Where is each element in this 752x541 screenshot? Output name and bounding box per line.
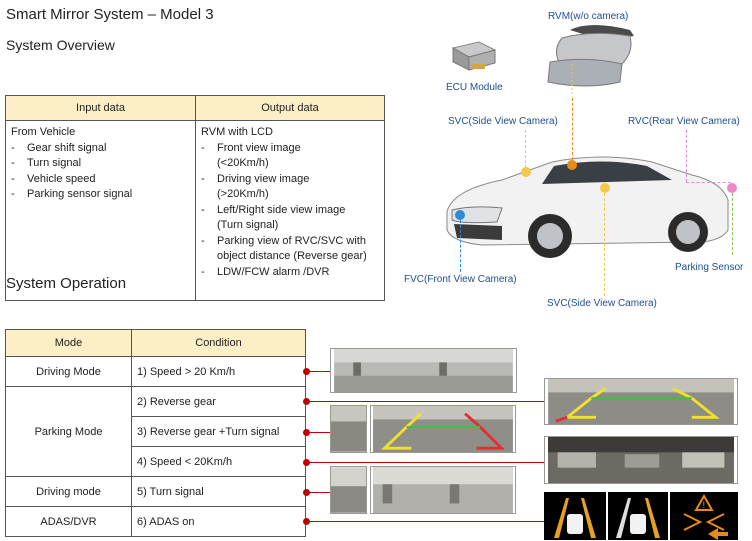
rvm-mirror-image: [542, 22, 637, 97]
ldw-alert-icon: [544, 492, 606, 540]
svc-bottom-connector: [604, 193, 605, 296]
output-item: - Driving view image (>20Km/h): [201, 172, 321, 203]
input-item: - Vehicle speed: [11, 172, 190, 188]
fcw-alert-icon: [608, 492, 668, 540]
section-title-overview: System Overview: [6, 37, 115, 53]
fvc-dot: [455, 210, 465, 220]
output-cell: [196, 121, 385, 301]
driving-view-image: [330, 348, 517, 393]
condition-cell: 2) Reverse gear: [132, 387, 306, 417]
input-source: From Vehicle: [11, 126, 76, 138]
svg-text:!: !: [702, 501, 706, 511]
car-image: [442, 150, 732, 265]
rvc-connector: [686, 182, 731, 183]
parking-sensor-connector: [732, 193, 733, 255]
rvm-label: RVM(w/o camera): [548, 11, 629, 22]
mode-table: [5, 329, 306, 537]
turn-driving-view-image: [370, 466, 516, 514]
ecu-module-image: [447, 40, 499, 76]
fvc-connector: [460, 220, 461, 272]
front-view-image: [544, 436, 738, 484]
turn-side-view-image: [330, 466, 367, 514]
input-cell: [6, 121, 196, 301]
connector-line: [307, 401, 544, 402]
condition-cell: 4) Speed < 20Km/h: [132, 447, 306, 477]
connector-line: [307, 432, 330, 433]
output-header: Output data: [196, 96, 385, 121]
output-item: - LDW/FCW alarm /DVR: [201, 265, 379, 281]
parking-sensor-dot: [727, 183, 737, 193]
condition-cell: 3) Reverse gear +Turn signal: [132, 417, 306, 447]
svc-top-label: SVC(Side View Camera): [448, 116, 558, 127]
mode-cell: Parking Mode: [6, 387, 132, 477]
mode-cell: ADAS/DVR: [6, 507, 132, 537]
condition-cell: 6) ADAS on: [132, 507, 306, 537]
output-item: - Front view image (<20Km/h): [201, 141, 321, 172]
input-list: [11, 141, 190, 203]
mode-header: Mode: [6, 330, 132, 357]
output-list: [201, 141, 379, 281]
rvm-dot: [567, 160, 577, 170]
mode-cell: Driving Mode: [6, 357, 132, 387]
input-item: - Turn signal: [11, 156, 190, 172]
rear-turn-view-image: [370, 405, 516, 453]
rvm-connector: [572, 98, 573, 160]
output-source: RVM with LCD: [201, 126, 273, 138]
input-item: - Gear shift signal: [11, 141, 190, 157]
input-header: Input data: [6, 96, 196, 121]
fvc-label: FVC(Front View Camera): [404, 274, 517, 285]
output-item: - Parking view of RVC/SVC with object distance (Reverse gear): [201, 234, 379, 265]
condition-header: Condition: [132, 330, 306, 357]
connector-line: [307, 521, 544, 522]
svc-top-connector: [525, 130, 526, 168]
page-title: Smart Mirror System – Model 3: [6, 6, 214, 23]
rvc-connector: [686, 130, 687, 182]
parking-sensor-label: Parking Sensor: [675, 262, 744, 273]
mode-cell: Driving mode: [6, 477, 132, 507]
input-item: - Parking sensor signal: [11, 187, 190, 203]
connector-line: [307, 371, 330, 372]
svc-bottom-dot: [600, 183, 610, 193]
ecu-label: ECU Module: [446, 82, 503, 93]
condition-cell: 5) Turn signal: [132, 477, 306, 507]
rear-parking-view-image: [544, 378, 738, 425]
connector-line: [307, 492, 330, 493]
svc-top-dot: [521, 167, 531, 177]
side-view-image: [330, 405, 367, 453]
rvc-label: RVC(Rear View Camera): [628, 116, 740, 127]
condition-cell: 1) Speed > 20 Km/h: [132, 357, 306, 387]
io-table: [5, 95, 385, 301]
section-title-operation: System Operation: [6, 275, 127, 292]
warning-merge-icon: [670, 492, 738, 540]
connector-line: [307, 462, 544, 463]
output-item: - Left/Right side view image (Turn signal): [201, 203, 371, 234]
svc-bottom-label: SVC(Side View Camera): [547, 298, 657, 309]
